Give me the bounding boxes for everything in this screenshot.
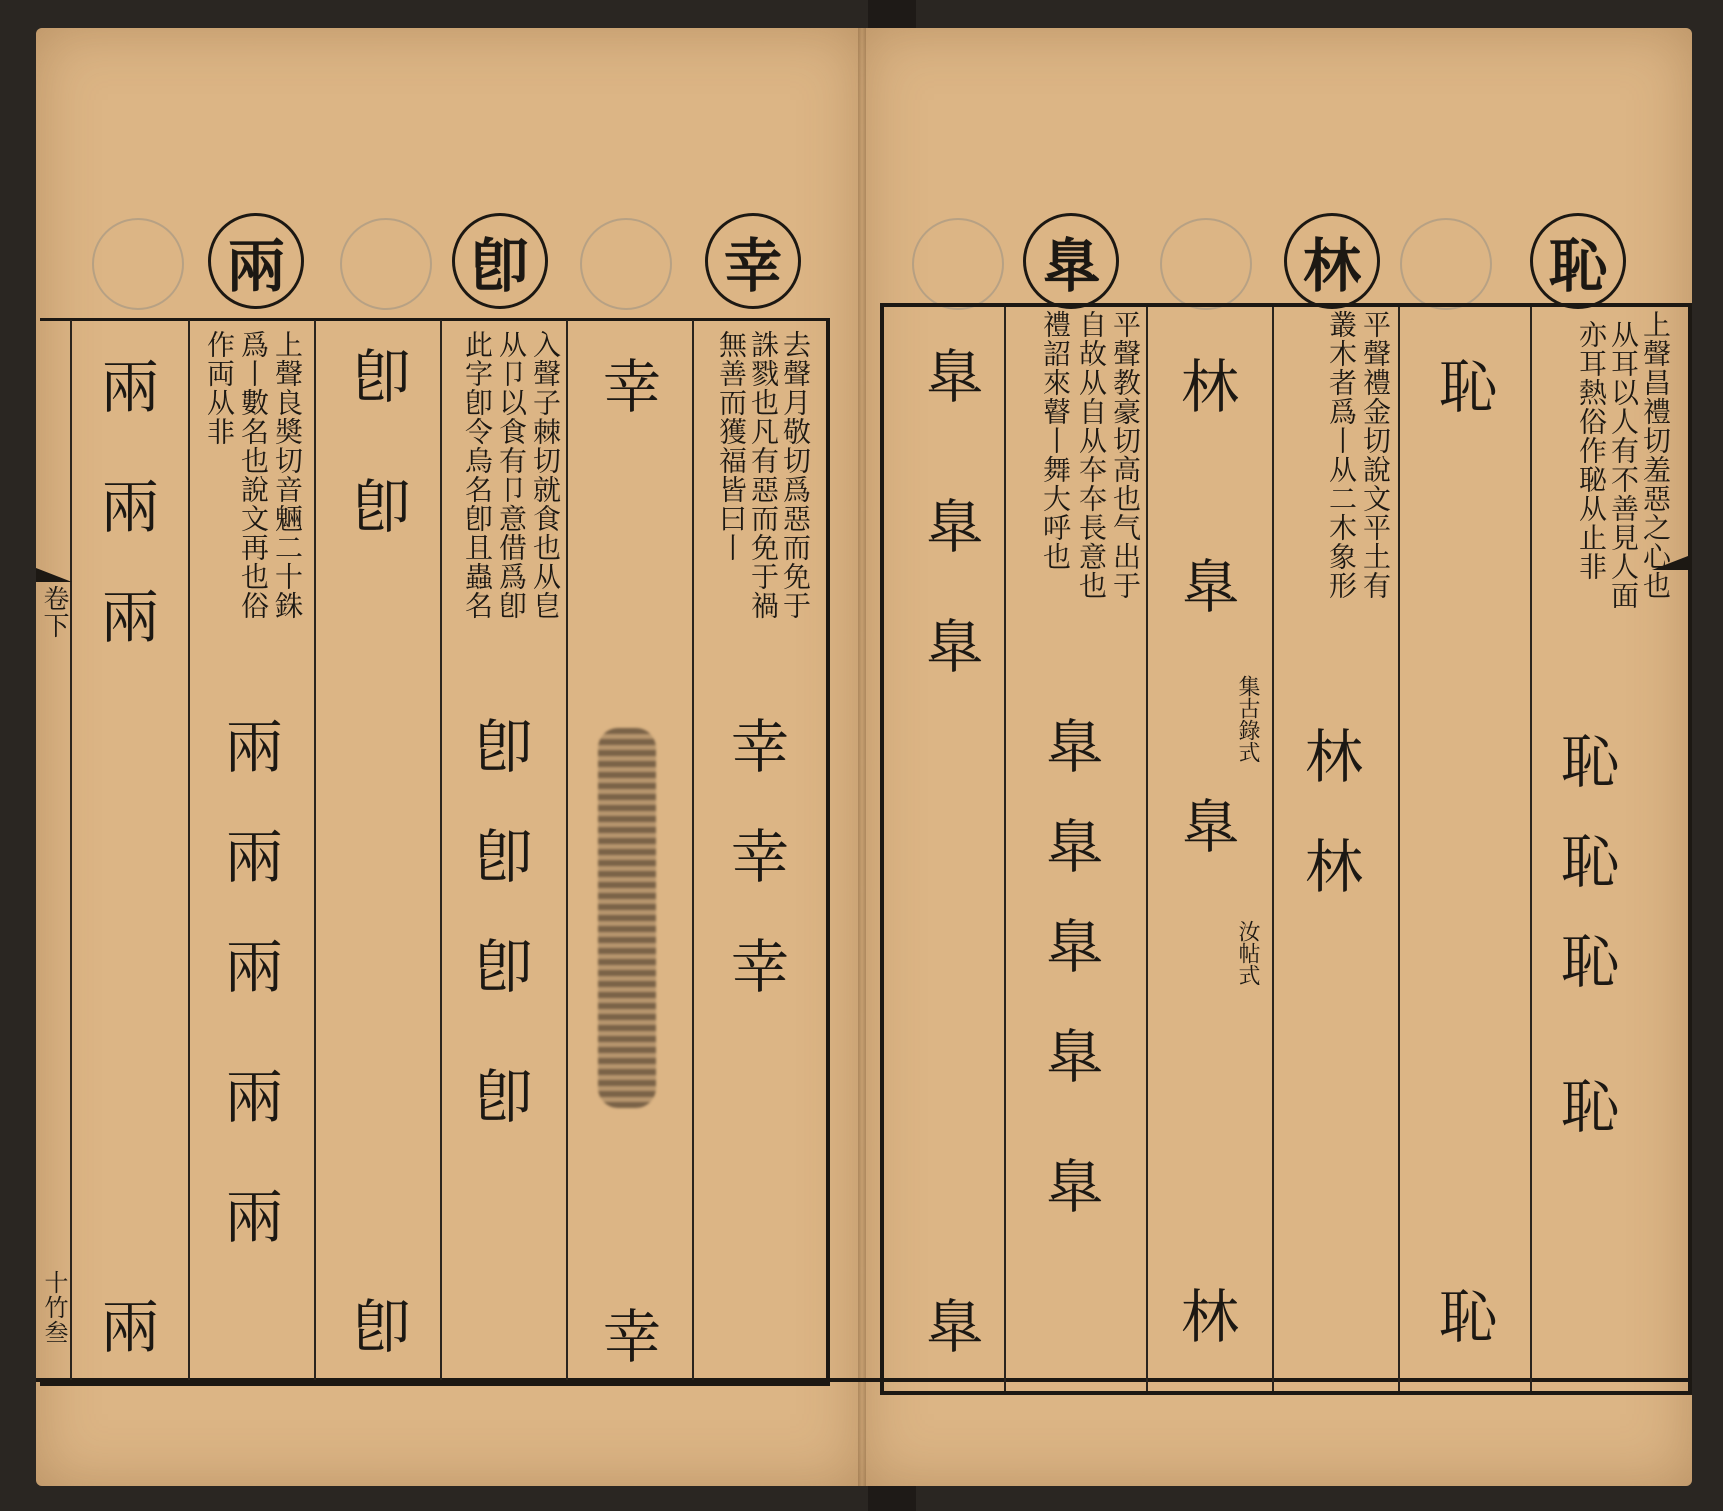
spine-tab-bottom (868, 1486, 916, 1511)
seal-ji-6: 卽 (352, 473, 411, 541)
seal-liang-3: 兩 (224, 933, 283, 1001)
seal-liang-4: 兩 (224, 1063, 283, 1131)
seal-xing-5: 幸 (602, 1303, 661, 1371)
column-divider (1398, 307, 1400, 1391)
note-ji-1: 入聲子棘切就食也从皀 (529, 330, 562, 620)
margin-divider (70, 320, 72, 1380)
column-divider (440, 320, 442, 1380)
note-ji-3: 此字卽令烏名卽且蟲名 (461, 330, 494, 620)
rubbing-inkblot (598, 728, 656, 1108)
seal-lin-1: 林 (1304, 723, 1363, 791)
note-chi-2: 从耳以人有不善見人面 (1607, 320, 1640, 610)
column-divider (566, 320, 568, 1380)
source-rutie: 汝帖式 (1235, 920, 1260, 986)
seal-gao-3: 臯 (1044, 913, 1103, 981)
book-gutter (858, 28, 866, 1486)
heading-char-lin: 林 (1284, 213, 1380, 309)
column-divider (1530, 307, 1532, 1391)
seal-lin-3: 林 (1180, 353, 1239, 421)
seal-chi-4: 恥 (1560, 928, 1619, 996)
page-number: 十竹叁 (40, 1270, 68, 1345)
seal-xing-4: 幸 (602, 353, 661, 421)
ghost-circle (92, 218, 184, 310)
seal-liang-8: 兩 (100, 583, 159, 651)
note-liang-1: 上聲良奬切音魎二十銖 (271, 330, 304, 620)
juan-label: 卷下 (39, 585, 69, 639)
note-liang-3: 作両从非 (203, 330, 236, 446)
note-gao-3: 禮詔來瞽丨舞大呼也 (1039, 310, 1072, 571)
note-xing-2: 誅戮也凡有惡而免于禍 (747, 330, 780, 620)
ghost-circle (1400, 218, 1492, 310)
seal-gao-1: 臯 (1044, 713, 1103, 781)
note-xing-3: 無善而獲福皆曰丨 (715, 330, 748, 562)
seal-chi-5: 恥 (1560, 1073, 1619, 1141)
seal-lin-4: 林 (1180, 1283, 1239, 1351)
seal-xing-2: 幸 (730, 823, 789, 891)
column-divider (1272, 307, 1274, 1391)
seal-gao-6: 臯 (924, 343, 983, 411)
seal-chi-1: 恥 (1438, 353, 1497, 421)
source-jigulu: 集古錄式 (1235, 675, 1260, 763)
seal-ji-5: 卽 (352, 343, 411, 411)
seal-ji-3: 卽 (474, 933, 533, 1001)
seal-xing-3: 幸 (730, 933, 789, 1001)
note-liang-2: 爲丨數名也說文再也俗 (237, 330, 270, 620)
seal-liang-5: 兩 (224, 1183, 283, 1251)
seal-liang-7: 兩 (100, 473, 159, 541)
seal-chi-3: 恥 (1560, 828, 1619, 896)
note-gao-1: 平聲教豪切高也气出于 (1109, 310, 1142, 600)
heading-char-gao: 臯 (1023, 213, 1119, 309)
seal-gao-7: 臯 (924, 493, 983, 561)
note-ji-2: 从卩以食有卩意借爲卽 (495, 330, 528, 620)
seal-gao-variant-2: 臯 (1180, 793, 1239, 861)
heading-char-chi: 恥 (1530, 213, 1626, 309)
note-lin-1: 平聲禮金切說文平土有 (1359, 310, 1392, 600)
seal-ji-4: 卽 (474, 1063, 533, 1131)
seal-gao-variant-1: 臯 (1180, 553, 1239, 621)
seal-gao-8: 臯 (924, 613, 983, 681)
ghost-circle (340, 218, 432, 310)
seal-ji-1: 卽 (474, 713, 533, 781)
column-divider (1146, 307, 1148, 1391)
seal-lin-2: 林 (1304, 833, 1363, 901)
bottom-rule (36, 1378, 1692, 1382)
seal-gao-5: 臯 (1044, 1153, 1103, 1221)
seal-liang-1: 兩 (224, 713, 283, 781)
seal-ji-2: 卽 (474, 823, 533, 891)
seal-gao-9: 臯 (924, 1293, 983, 1361)
spine-tab-top (868, 0, 916, 30)
note-xing-1: 去聲月敬切爲惡而免于 (779, 330, 812, 620)
column-divider (314, 320, 316, 1380)
seal-gao-4: 臯 (1044, 1023, 1103, 1091)
note-chi-1: 上聲昌禮切羞惡之心也 (1639, 310, 1672, 600)
seal-liang-9: 兩 (100, 1293, 159, 1361)
heading-char-ji: 卽 (452, 213, 548, 309)
note-chi-3: 亦耳熱俗作䎵从止非 (1575, 320, 1608, 581)
column-divider (1004, 307, 1006, 1391)
seal-ji-7: 卽 (352, 1293, 411, 1361)
seal-liang-6: 兩 (100, 353, 159, 421)
seal-xing-1: 幸 (730, 713, 789, 781)
column-divider (188, 320, 190, 1380)
note-gao-2: 自故从自从夲夲長意也 (1075, 310, 1108, 600)
ghost-circle (580, 218, 672, 310)
heading-char-liang: 兩 (208, 213, 304, 309)
seal-chi-6: 恥 (1438, 1283, 1497, 1351)
note-lin-2: 叢木者爲丨从二木象形 (1325, 310, 1358, 600)
ghost-circle (912, 218, 1004, 310)
heading-char-xing: 幸 (705, 213, 801, 309)
seal-gao-2: 臯 (1044, 813, 1103, 881)
ghost-circle (1160, 218, 1252, 310)
column-divider (692, 320, 694, 1380)
seal-liang-2: 兩 (224, 823, 283, 891)
seal-chi-2: 恥 (1560, 728, 1619, 796)
